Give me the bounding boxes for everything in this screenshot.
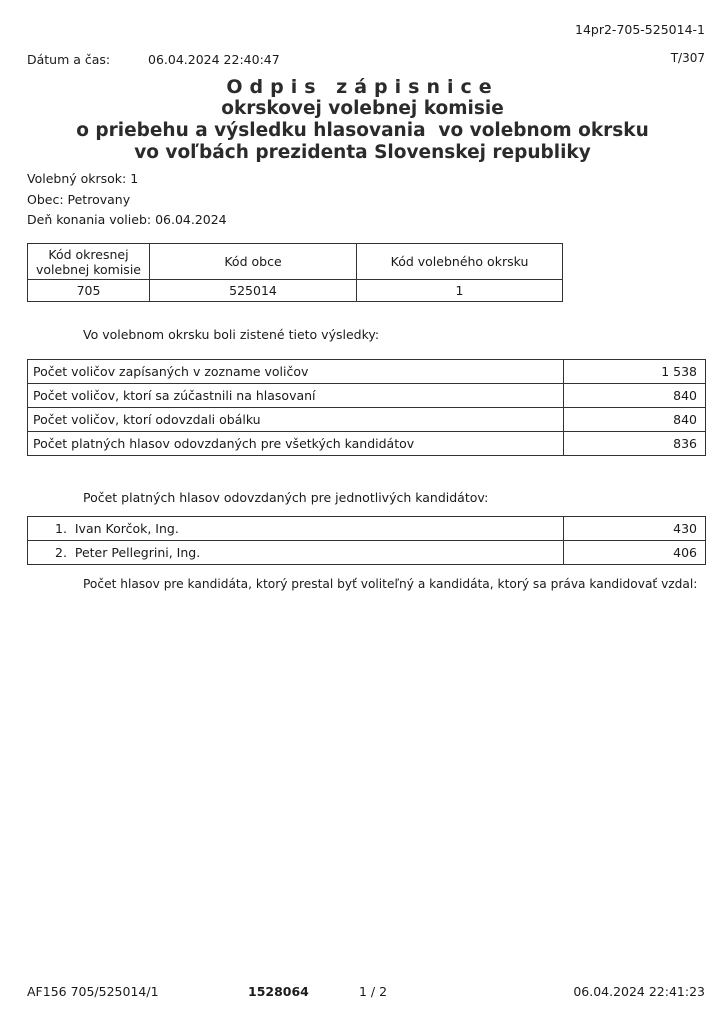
result-label: Počet voličov, ktorí odovzdali obálku	[28, 408, 564, 432]
municipality: Obec: Petrovany	[27, 192, 131, 207]
candidates-table	[27, 516, 706, 565]
footer-reference: AF156 705/525014/1	[27, 984, 159, 999]
table-row	[28, 408, 706, 432]
result-value: 1 538	[564, 360, 706, 384]
table-row	[28, 432, 706, 456]
table-row	[28, 360, 706, 384]
election-date: Deň konania volieb: 06.04.2024	[27, 212, 227, 227]
form-number: T/307	[670, 51, 705, 65]
candidate-name: 2. Peter Pellegrini, Ing.	[28, 541, 564, 565]
result-label: Počet voličov, ktorí sa zúčastnili na hlasovaní	[28, 384, 564, 408]
district-number: Volebný okrsok: 1	[27, 171, 139, 186]
footer-code: 1528064	[248, 984, 309, 999]
title-line-4: vo voľbách prezidenta Slovenskej republiky	[134, 142, 591, 163]
codes-table	[27, 243, 563, 302]
title-line-3: o priebehu a výsledku hlasovania vo volebnom okrsku	[76, 120, 649, 141]
result-value: 840	[564, 408, 706, 432]
table-row	[28, 384, 706, 408]
title-line-2: okrskovej volebnej komisie	[221, 98, 504, 119]
datetime-label: Dátum a čas:	[27, 52, 111, 67]
result-value: 836	[564, 432, 706, 456]
results-intro: Vo volebnom okrsku boli zistené tieto výsledky:	[83, 327, 380, 342]
codes-value-cell: 1	[357, 280, 563, 302]
withdrawn-note: Počet hlasov pre kandidáta, ktorý prestal byť voliteľný a kandidáta, ktorý sa práva kandidovať vzdal:	[83, 577, 698, 591]
datetime-value: 06.04.2024 22:40:47	[148, 52, 280, 67]
result-label: Počet voličov zapísaných v zozname voličov	[28, 360, 564, 384]
codes-header-cell: Kód volebného okrsku	[357, 244, 563, 280]
title-line-1: Odpis zápisnice	[226, 76, 499, 98]
codes-value-cell: 525014	[150, 280, 357, 302]
candidate-name: 1. Ivan Korčok, Ing.	[28, 517, 564, 541]
codes-header-cell: Kód okresnej volebnej komisie	[28, 244, 150, 280]
result-label: Počet platných hlasov odovzdaných pre všetkých kandidátov	[28, 432, 564, 456]
codes-header-row	[28, 244, 563, 280]
codes-value-cell: 705	[28, 280, 150, 302]
document-title	[0, 76, 725, 164]
candidate-votes: 430	[564, 517, 706, 541]
candidate-votes: 406	[564, 541, 706, 565]
results-table	[27, 359, 706, 456]
result-value: 840	[564, 384, 706, 408]
page-number: 1 / 2	[359, 984, 388, 999]
candidates-intro: Počet platných hlasov odovzdaných pre jednotlivých kandidátov:	[83, 490, 489, 505]
table-row	[28, 541, 706, 565]
codes-value-row	[28, 280, 563, 302]
document-id: 14pr2-705-525014-1	[575, 22, 705, 37]
table-row	[28, 517, 706, 541]
footer-datetime: 06.04.2024 22:41:23	[573, 984, 705, 999]
codes-header-cell: Kód obce	[150, 244, 357, 280]
